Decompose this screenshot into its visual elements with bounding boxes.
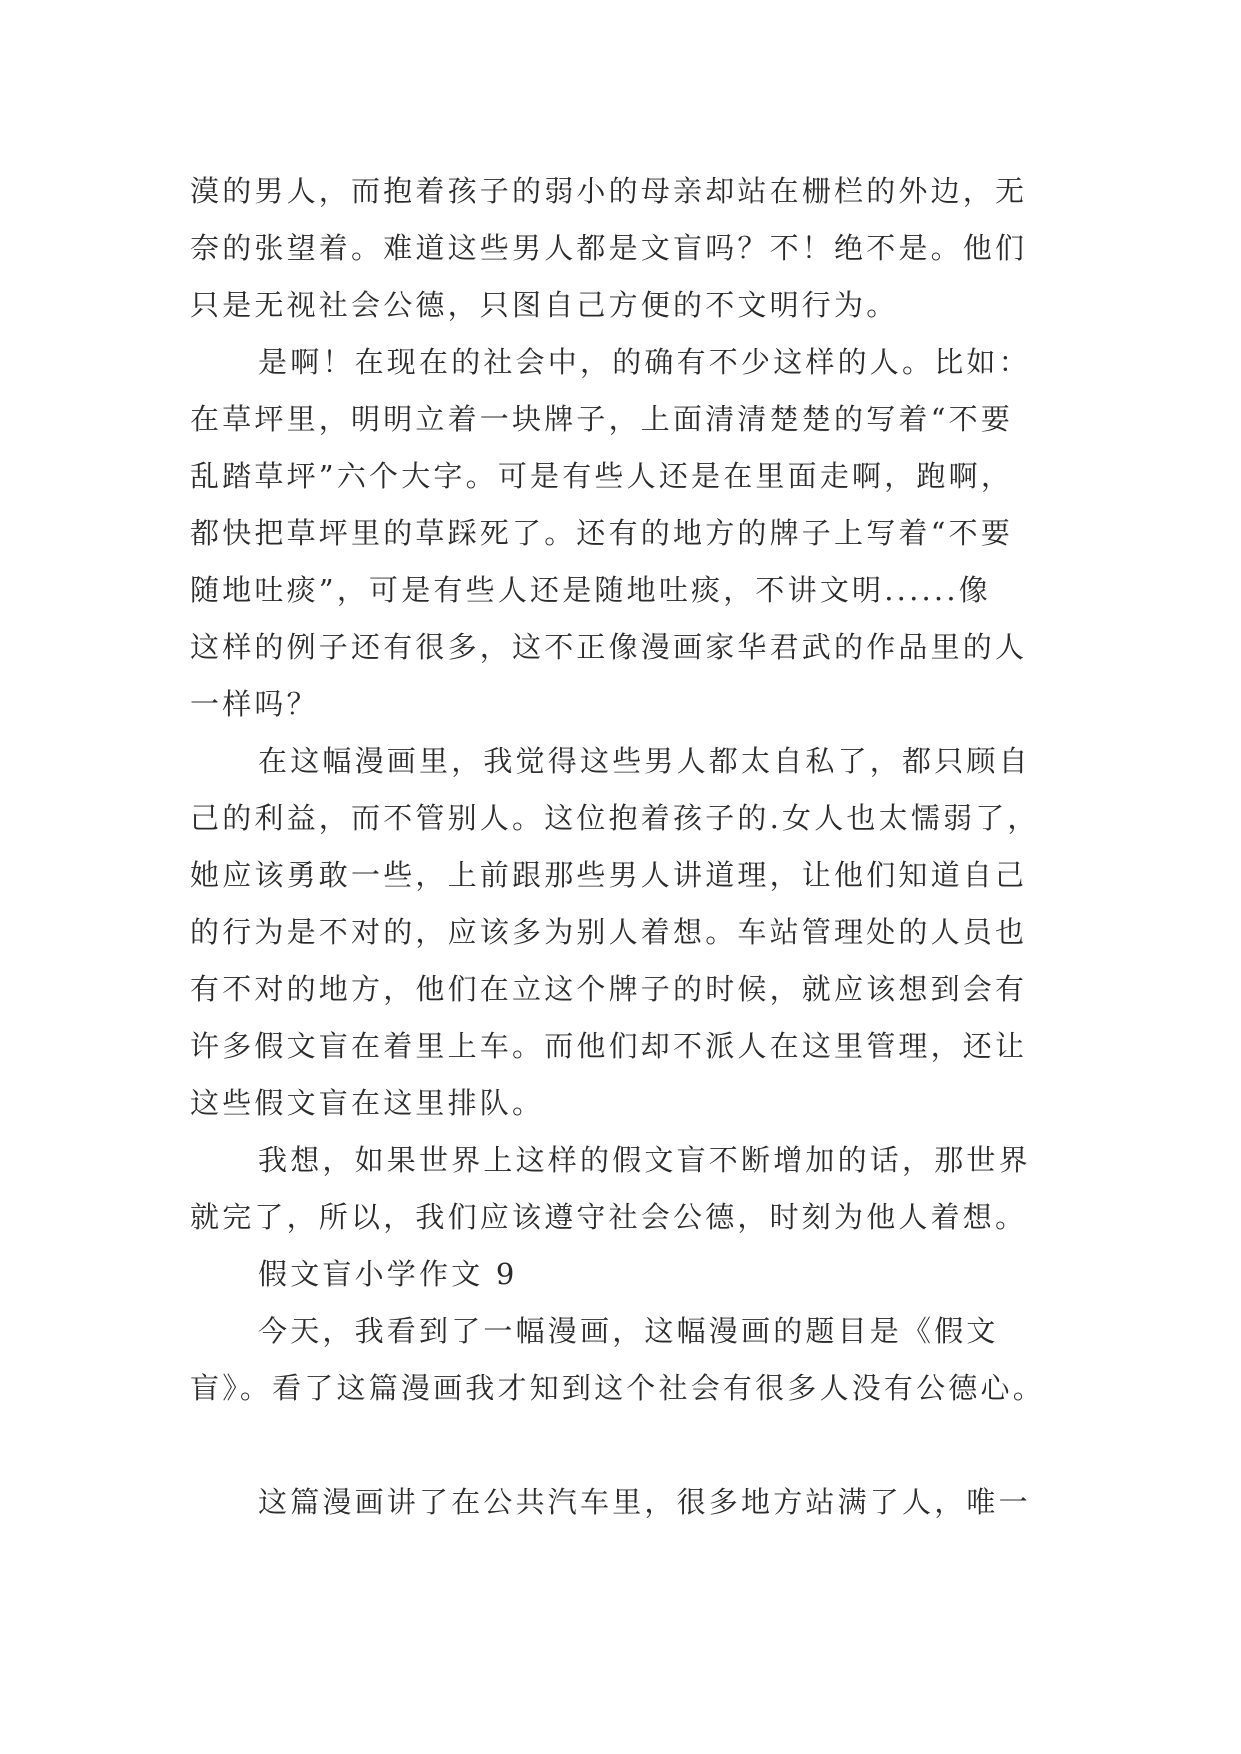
text-line: 盲》。看了这篇漫画我才知到这个社会有很多人没有公德心。 [190, 1371, 1045, 1405]
text-line: 在草坪里，明明立着一块牌子，上面清清楚楚的写着“不要 [190, 402, 1014, 436]
text-line: 她应该勇敢一些，上前跟那些男人讲道理，让他们知道自己 [190, 858, 1028, 892]
text-line: 漠的男人，而抱着孩子的弱小的母亲却站在栅栏的外边，无 [190, 174, 1028, 208]
paragraph-start-line: 我想，如果世界上这样的假文盲不断增加的话，那世界 [258, 1143, 1031, 1177]
text-line: 随地吐痰”，可是有些人还是随地吐痰，不讲文明......像 [190, 573, 991, 607]
text-line: 有不对的地方，他们在立这个牌子的时候，就应该想到会有 [190, 972, 1028, 1006]
paragraph-start-line: 在这幅漫画里，我觉得这些男人都太自私了，都只顾自 [258, 744, 1031, 778]
text-line: 这样的例子还有很多，这不正像漫画家华君武的作品里的人 [190, 630, 1028, 664]
blank-line [190, 1417, 1050, 1474]
text-line: 一样吗？ [190, 687, 319, 721]
text-line: 许多假文盲在着里上车。而他们却不派人在这里管理，还让 [190, 1029, 1028, 1063]
paragraph-start-line: 今天，我看到了一幅漫画，这幅漫画的题目是《假文 [258, 1314, 999, 1348]
text-line: 只是无视社会公德，只图自己方便的不文明行为。 [190, 288, 899, 322]
text-line: 奈的张望着。难道这些男人都是文盲吗？不！绝不是。他们 [190, 231, 1028, 265]
text-line: 就完了，所以，我们应该遵守社会公德，时刻为他人着想。 [190, 1200, 1028, 1234]
text-line: 乱踏草坪”六个大字。可是有些人还是在里面走啊，跑啊， [190, 459, 1014, 493]
text-line: 的行为是不对的，应该多为别人着想。车站管理处的人员也 [190, 915, 1028, 949]
text-line: 都快把草坪里的草踩死了。还有的地方的牌子上写着“不要 [190, 516, 1014, 550]
document-body [190, 163, 1050, 1531]
paragraph-start-line: 这篇漫画讲了在公共汽车里，很多地方站满了人，唯一 [258, 1485, 1031, 1519]
text-line: 己的利益，而不管别人。这位抱着孩子的.女人也太懦弱了， [190, 801, 1040, 835]
paragraph-start-line: 是啊！在现在的社会中，的确有不少这样的人。比如： [258, 345, 1031, 379]
section-heading: 假文盲小学作文 9 [258, 1257, 518, 1291]
text-line: 这些假文盲在这里排队。 [190, 1086, 545, 1120]
